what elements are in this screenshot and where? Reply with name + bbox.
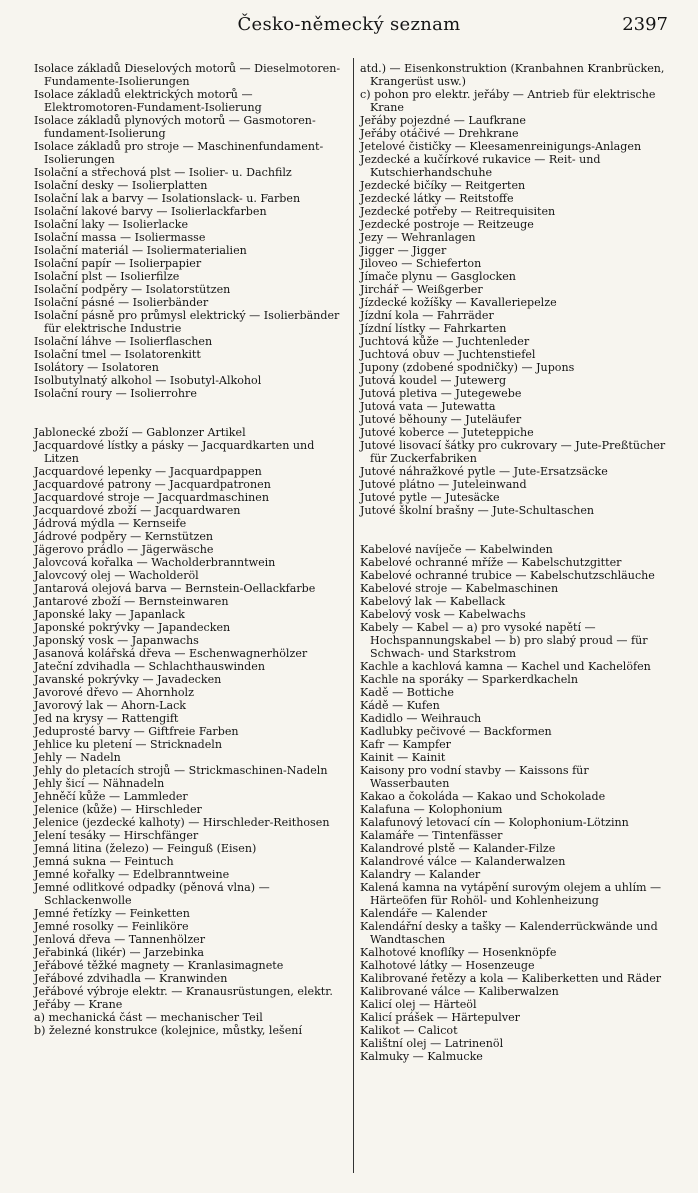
index-entry: Jemné kořalky — Edelbranntweine [34,868,230,881]
index-entry: Kainit — Kainit [360,751,446,764]
index-entry: Isolační a střechová plst — Isolier- u. Dachfilz [34,166,292,179]
right-column [360,62,670,1063]
index-entry: Jezdecké látky — Reitstoffe [360,192,514,205]
index-entry: Kadlubky pečivové — Backformen [360,725,552,738]
index-entry: Jutové náhražkové pytle — Jute-Ersatzsäcke [360,465,608,478]
index-entry: Kalafunový letovací cín — Kolophonium-Lötzinn [360,816,629,829]
index-entry: Jupony (zdobené spodničky) — Jupons [360,361,575,374]
index-entry: Kadidlo — Weihrauch [360,712,482,725]
page-title: Česko-německý seznam [237,14,461,35]
index-entry: Isolační roury — Isolierrohre [34,387,197,400]
index-entry: Isolační massa — Isoliermasse [34,231,206,244]
index-entry: Jeřábové zdvihadla — Kranwinden [34,972,228,985]
index-entry: Jantarová olejová barva — Bernstein-Oellackfarbe [34,582,316,595]
index-entry: Javorové dřevo — Ahornholz [34,686,194,699]
index-entry: Kalmuky — Kalmucke [360,1050,483,1063]
index-entry: Kádě — Kufen [360,699,440,712]
index-entry: Kafr — Kampfer [360,738,451,751]
index-entry: Isolace základů pro stroje — Maschinenfundament-Isolierungen [34,140,324,166]
index-entry: Jeřabinká (likér) — Jarzebinka [34,946,204,959]
index-entry: Jenlová dřeva — Tannenhölzer [34,933,206,946]
index-entry: Jehly — Nadeln [34,751,121,764]
index-entry: Kalhotové knoflíky — Hosenknöpfe [360,946,557,959]
index-entry: Kabelový vosk — Kabelwachs [360,608,526,621]
index-entry: Isolační materiál — Isoliermaterialien [34,244,247,257]
index-entry: Jelenice (kůže) — Hirschleder [34,803,202,816]
index-entry: Kaisony pro vodní stavby — Kaissons für Wasserbauten [360,764,589,790]
index-entry: Jacquardové zboží — Jacquardwaren [34,504,241,517]
index-entry: Jalovcový olej — Wacholderöl [34,569,199,582]
index-entry: Kalhotové látky — Hosenzeuge [360,959,535,972]
index-entry: Jádrová mýdla — Kernseife [34,517,187,530]
index-entry: Jezdecké bičíky — Reitgerten [360,179,526,192]
index-entry: Kalamáře — Tintenfässer [360,829,503,842]
index-entry: Isolbutylnatý alkohol — Isobutyl-Alkohol [34,374,262,387]
index-entry: Kalandry — Kalander [360,868,481,881]
left-column [34,62,346,1037]
index-entry: Jelenice (jezdecké kalhoty) — Hirschleder-Reithosen [34,816,330,829]
index-entry: Jezy — Wehranlagen [360,231,476,244]
index-entry: Kadě — Bottiche [360,686,454,699]
index-entry: Kabelové navíječe — Kabelwinden [360,543,553,556]
index-entry: Kalendářní desky a tašky — Kalenderrückwände und Wandtaschen [360,920,658,946]
index-entry: Jemné odlitkové odpadky (pěnová vlna) — Schlackenwolle [34,881,270,907]
index-entry: Isolační lak a barvy — Isolationslack- u. Farben [34,192,301,205]
index-entry: Jutové školní brašny — Jute-Schultaschen [360,504,595,517]
index-entry: Jehlice ku pletení — Stricknadeln [34,738,222,751]
index-entry: Kachle a kachlová kamna — Kachel und Kachelöfen [360,660,651,673]
index-entry: Kalicí prášek — Härtepulver [360,1011,520,1024]
index-entry: Jablonecké zboží — Gablonzer Artikel [34,426,246,439]
index-entry: Isolace základů elektrických motorů — Elektromotoren-Fundament-Isolierung [34,88,262,114]
index-entry: Jutová koudel — Jutewerg [360,374,507,387]
index-entry: Jízdecké kožíšky — Kavalleriepelze [360,296,557,309]
index-entry: Jalovcová kořalka — Wacholderbranntwein [34,556,276,569]
index-entry: Japonské pokrývky — Japandecken [34,621,231,634]
index-entry: Kalibrované řetězy a kola — Kaliberketten und Räder [360,972,662,985]
index-entry: Jigger — Jigger [360,244,447,257]
index-entry: Jádrové podpěry — Kernstützen [34,530,214,543]
index-entry: Jezdecké postroje — Reitzeuge [360,218,534,231]
index-entry: Jeřábové těžké magnety — Kranlasimagnete [34,959,284,972]
index-entry: Jízdní lístky — Fahrkarten [360,322,507,335]
index-entry: Kalibrované válce — Kaliberwalzen [360,985,559,998]
index-entry: Jímače plynu — Gasglocken [360,270,516,283]
index-entry: Jemné rosolky — Feinliköre [34,920,189,933]
index-entry: Kalená kamna na vytápění surovým olejem a uhlím — Härteöfen für Rohöl- und Kohlenheizung [360,881,662,907]
index-entry: Isolační papír — Isolierpapier [34,257,202,270]
index-entry: Jutové koberce — Juteteppiche [360,426,534,439]
index-entry: Jízdní kola — Fahrräder [360,309,494,322]
column-divider [353,58,354,1173]
index-entry: Isolační desky — Isolierplatten [34,179,208,192]
index-entry: Jehly do pletacích strojů — Strickmaschinen-Nadeln [34,764,328,777]
index-entry: Kalafuna — Kolophonium [360,803,503,816]
index-entry: Kabelové stroje — Kabelmaschinen [360,582,559,595]
index-entry: Jutové plátno — Juteleinwand [360,478,527,491]
index-entry: Kabelové ochranné mříže — Kabelschutzgitter [360,556,622,569]
index-entry: Jeřáby — Krane [34,998,123,1011]
index-entry: Jasanová kolářská dřeva — Eschenwagnerhölzer [34,647,308,660]
index-entry: Isolační láhve — Isolierflaschen [34,335,213,348]
index-entry: Jutové běhouny — Juteläufer [360,413,522,426]
index-entry: Jacquardové lepenky — Jacquardpappen [34,465,262,478]
index-entry: Jezdecké a kučírkové rukavice — Reit- und Kutschierhandschuhe [360,153,601,179]
index-entry: Jacquardové stroje — Jacquardmaschinen [34,491,269,504]
index-entry: Kabelový lak — Kabellack [360,595,506,608]
index-entry: Jutové lisovací šátky pro cukrovary — Jute-Preßtücher für Zuckerfabriken [360,439,666,465]
index-entry: a) mechanická část — mechanischer Teil [34,1011,263,1024]
index-entry: Jutové pytle — Jutesäcke [360,491,500,504]
index-entry: Kalendáře — Kalender [360,907,488,920]
index-entry: Kalicí olej — Härteöl [360,998,477,1011]
index-entry: Jeřáby otáčivé — Drehkrane [360,127,519,140]
page-number: 2397 [622,14,668,35]
index-entry: Javorový lak — Ahorn-Lack [34,699,187,712]
index-entry: Kabely — Kabel — a) pro vysoké napětí — Hochspannungskabel — b) pro slabý proud — für Schwach- und Starkstrom [360,621,648,660]
index-entry: Jehněčí kůže — Lammleder [34,790,188,803]
index-entry: Isolační podpěry — Isolatorstützen [34,283,231,296]
index-entry: Isolační plst — Isolierfilze [34,270,180,283]
index-entry: Japonské laky — Japanlack [34,608,185,621]
index-entry: Jutová vata — Jutewatta [360,400,496,413]
index-entry: Jeřáby pojezdné — Laufkrane [360,114,526,127]
index-entry: Jetelové čističky — Kleesamenreinigungs-Anlagen [360,140,642,153]
index-entry: Jutová pletiva — Jutegewebe [360,387,522,400]
index-entry: Jantarové zboží — Bernsteinwaren [34,595,229,608]
index-entry: Jezdecké potřeby — Reitrequisiten [360,205,556,218]
index-entry: Jeduprosté barvy — Giftfreie Farben [34,725,239,738]
index-entry: Jemná sukna — Feintuch [34,855,174,868]
index-entry: Kakao a čokoláda — Kakao und Schokolade [360,790,606,803]
index-entry: c) pohon pro elektr. jeřáby — Antrieb für elektrische Krane [360,88,656,114]
index-entry: Kachle na sporáky — Sparkerdkacheln [360,673,578,686]
index-entry: Jemné řetízky — Feinketten [34,907,190,920]
index-entry: Javanské pokrývky — Javadecken [34,673,222,686]
index-entry: Kalikot — Calicot [360,1024,458,1037]
index-entry: Isolační pásné — Isolierbänder [34,296,209,309]
index-entry: b) železné konstrukce (kolejnice, můstky, lešení [34,1024,302,1037]
index-entry: Jemná litina (železo) — Feinguß (Eisen) [34,842,257,855]
index-entry: Juchtová kůže — Juchtenleder [360,335,530,348]
index-entry: Kabelové ochranné trubice — Kabelschutzschläuche [360,569,655,582]
index-entry: Kalandrové válce — Kalanderwalzen [360,855,566,868]
index-entry: Isolační laky — Isolierlacke [34,218,189,231]
index-entry: Jateční zdvihadla — Schlachthauswinden [34,660,265,673]
index-entry: Jacquardové patrony — Jacquardpatronen [34,478,271,491]
index-entry: Isolace základů plynových motorů — Gasmotoren-fundament-Isolierung [34,114,316,140]
index-entry: Juchtová obuv — Juchtenstiefel [360,348,536,361]
index-entry: Japonský vosk — Japanwachs [34,634,199,647]
page-header [0,14,698,40]
index-entry: Isolační lakové barvy — Isolierlackfarben [34,205,267,218]
index-entry: Jed na krysy — Rattengift [34,712,179,725]
index-entry: Kalandrové plstě — Kalander-Filze [360,842,556,855]
index-entry: Kalištní olej — Latrinenöl [360,1037,504,1050]
index-entry: Jeřábové výbroje elektr. — Kranausrüstungen, elektr. [34,985,333,998]
index-entry: Isolační tmel — Isolatorenkitt [34,348,201,361]
index-entry: Jirchář — Weißgerber [360,283,483,296]
index-entry: Isolační pásně pro průmysl elektrický — Isolierbänder für elektrische Industrie [34,309,340,335]
index-entry: Isolace základů Dieselových motorů — Dieselmotoren-Fundamente-Isolierungen [34,62,341,88]
index-entry: Jacquardové lístky a pásky — Jacquardkarten und Litzen [34,439,315,465]
index-entry: Isolátory — Isolatoren [34,361,159,374]
index-entry: Jägerovo prádlo — Jägerwäsche [34,543,214,556]
index-entry: Jelení tesáky — Hirschfänger [34,829,199,842]
index-entry: Jiloveo — Schieferton [360,257,482,270]
index-entry: atd.) — Eisenkonstruktion (Kranbahnen Kranbrücken, Krangerüst usw.) [360,62,665,88]
index-entry: Jehly šicí — Nähnadeln [34,777,165,790]
